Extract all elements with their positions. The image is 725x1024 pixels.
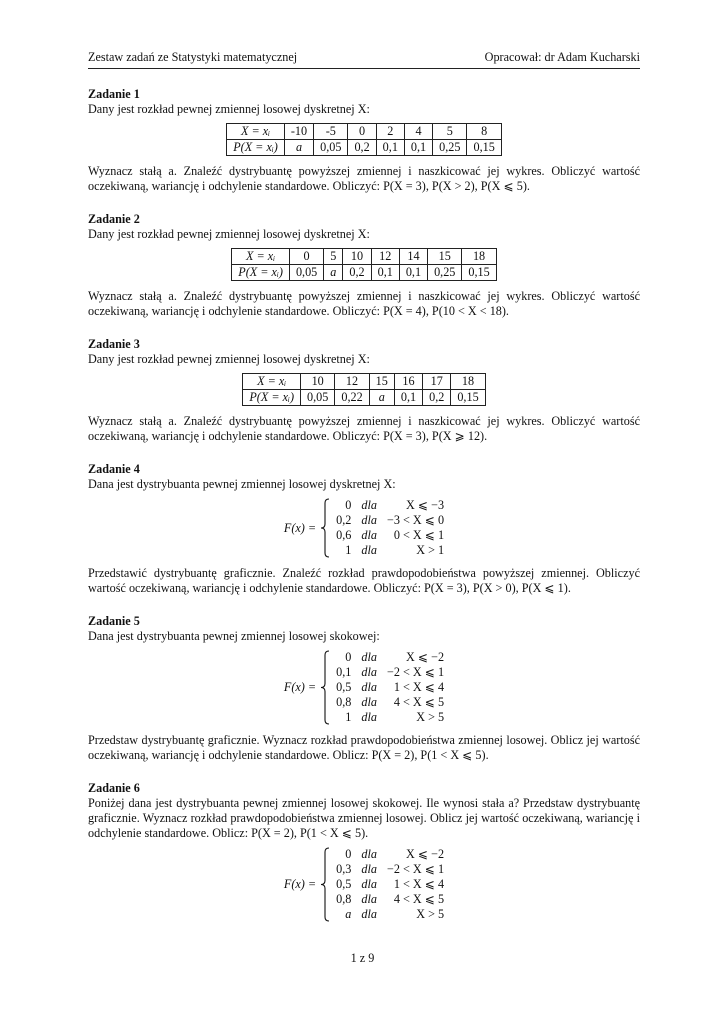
left-brace-icon [320,847,330,922]
table-cell: 0,05 [301,390,335,406]
cdf-value: 0,6 [336,528,352,542]
cdf-value: 0 [345,498,352,512]
cdf-condition: 4 < X ⩽ 5 [393,695,445,709]
task-text: Wyznacz stałą a. Znaleźć dystrybuantę powyższej zmiennej i naszkicować jej wykres. Obliczyć wartość oczekiwaną, wariancję i odchylenie standardowe. Obliczyć: P(X = 3), P(X ⩾ 12). [88,414,640,443]
row-label-x: X = xᵢ [227,124,285,140]
table-cell: 0,1 [371,265,399,281]
task-text: Przedstaw dystrybuantę graficznie. Wyznacz rozkład prawdopodobieństwa zmiennej losowej. Oblicz jej wartość oczekiwaną, wariancję i odchylenie standardowe. Oblicz: P(X = 2), P(1 < X ⩽ 5). [88,733,640,762]
table-cell: 12 [371,249,399,265]
table-cell: -10 [284,124,313,140]
table-row [232,265,496,281]
task-intro: Dana jest dystrybuanta pewnej zmiennej losowej dyskretnej X: [88,477,396,491]
task-text: Wyznacz stałą a. Znaleźć dystrybuantę powyższej zmiennej i naszkicować jej wykres. Obliczyć wartość oczekiwaną, wariancję i odchylenie standardowe. Obliczyć: P(X = 3), P(X > 2), P(X ⩽ 5). [88,164,640,193]
table-cell: 0,15 [462,265,496,281]
cdf-value: 1 [345,543,352,557]
row-label-p: P(X = xᵢ) [227,140,285,156]
task-6 [88,781,640,922]
page-header [88,50,640,69]
cdf-formula [88,847,640,922]
cdf-dla: dla [361,907,377,921]
table-cell: 18 [451,374,485,390]
cdf-formula [88,498,640,558]
table-cell: 0,15 [451,390,485,406]
table-cell: 0,25 [433,140,467,156]
table-cell: 0,1 [404,140,432,156]
task-title: Zadanie 3 [88,337,140,351]
cdf-dla: dla [361,877,377,891]
table-row [243,374,485,390]
table-row [243,390,485,406]
table-cell: 0,25 [428,265,462,281]
table-cell: 18 [462,249,496,265]
task-intro: Dana jest dystrybuanta pewnej zmiennej losowej skokowej: [88,629,380,643]
table-cell: 0,05 [289,265,323,281]
cdf-value: 0,3 [336,862,352,876]
task-title: Zadanie 5 [88,614,140,628]
table-cell: 15 [428,249,462,265]
cdf-dla: dla [361,650,377,664]
header-right: Opracował: dr Adam Kucharski [484,50,640,64]
table-cell: 0,1 [376,140,404,156]
cdf-value: 0 [345,650,352,664]
cdf-dla: dla [361,665,377,679]
task-3 [88,337,640,444]
table-cell: a [284,140,313,156]
table-cell: 17 [423,374,451,390]
cdf-condition: 1 < X ⩽ 4 [393,877,445,891]
cdf-cases [336,847,444,922]
task-2 [88,212,640,319]
row-label-p: P(X = xᵢ) [232,265,290,281]
cdf-dla: dla [361,680,377,694]
cdf-value: 1 [345,710,352,724]
table-cell: 0 [289,249,323,265]
task-intro: Poniżej dana jest dystrybuanta pewnej zmiennej losowej skokowej. Ile wynosi stała a? Przedstaw dystrybuantę graficznie. Wyznacz rozkład prawdopodobieństwa zmiennej losowej. Oblicz jej wartość oczekiwaną, wariancję i odchylenie standardowe. Oblicz: P(X = 2), P(1 < X ⩽ 5). [88,796,640,840]
table-cell: 0,2 [343,265,371,281]
table-cell: 10 [301,374,335,390]
cdf-dla: dla [361,892,377,906]
task-1 [88,87,640,194]
cdf-dla: dla [361,528,377,542]
cdf-dla: dla [361,862,377,876]
header-left: Zestaw zadań ze Statystyki matematycznej [88,50,298,64]
cdf-value: 0,8 [336,892,352,906]
cdf-value: a [345,907,352,921]
table-cell: 0,2 [348,140,376,156]
cdf-condition: X ⩽ −3 [406,498,445,512]
task-intro: Dany jest rozkład pewnej zmiennej losowej dyskretnej X: [88,102,370,116]
task-text: Przedstawić dystrybuantę graficznie. Znaleźć rozkład prawdopodobieństwa powyższej zmiennej. Obliczyć wartość oczekiwaną, wariancję i odchylenie standardowe. Obliczyć: P(X = 3), P(X > 0), P(X ⩽ 1). [88,566,640,595]
cdf-cases [336,650,444,725]
left-brace-icon [320,650,330,725]
cdf-dla: dla [361,513,377,527]
table-cell: 12 [335,374,369,390]
table-row [227,124,502,140]
cdf-cases [336,498,444,558]
table-cell: 4 [404,124,432,140]
table-cell: 0,2 [423,390,451,406]
table-cell: 5 [433,124,467,140]
task-intro: Dany jest rozkład pewnej zmiennej losowej dyskretnej X: [88,352,370,366]
cdf-value: 0,5 [336,877,352,891]
cdf-value: 0,8 [336,695,352,709]
cdf-condition: X > 5 [416,907,445,921]
cdf-dla: dla [361,710,377,724]
task-title: Zadanie 1 [88,87,140,101]
table-cell: 0,1 [399,265,427,281]
table-cell: 10 [343,249,371,265]
cdf-dla: dla [361,847,377,861]
row-label-x: X = xᵢ [243,374,301,390]
left-brace-icon [320,498,330,558]
cdf-lhs: F(x) = [283,877,317,891]
task-text: Wyznacz stałą a. Znaleźć dystrybuantę powyższej zmiennej i naszkicować jej wykres. Obliczyć wartość oczekiwaną, wariancję i odchylenie standardowe. Obliczyć: P(X = 4), P(10 < X < 18). [88,289,640,318]
cdf-condition: X > 5 [416,710,445,724]
table-cell: 0,05 [314,140,348,156]
table-cell: -5 [314,124,348,140]
cdf-formula [88,650,640,725]
cdf-value: 0,5 [336,680,352,694]
table-row [232,249,496,265]
cdf-condition: X ⩽ −2 [406,847,445,861]
cdf-value: 0,1 [336,665,352,679]
table-cell: 8 [467,124,501,140]
cdf-condition: −2 < X ⩽ 1 [386,862,445,876]
row-label-p: P(X = xᵢ) [243,390,301,406]
row-label-x: X = xᵢ [232,249,290,265]
cdf-dla: dla [361,695,377,709]
cdf-lhs: F(x) = [283,520,317,535]
cdf-value: 0 [345,847,352,861]
cdf-value: 0,2 [336,513,352,527]
task-list [88,87,640,922]
cdf-condition: X ⩽ −2 [406,650,445,664]
table-row [227,140,502,156]
table-cell: 0 [348,124,376,140]
table-cell: 2 [376,124,404,140]
table-cell: 0,22 [335,390,369,406]
document-page [88,50,640,930]
task-title: Zadanie 2 [88,212,140,226]
cdf-dla: dla [361,543,377,557]
cdf-condition: X > 1 [416,543,445,557]
distribution-table [231,248,496,281]
table-cell: a [324,265,343,281]
cdf-lhs: F(x) = [283,680,317,694]
task-title: Zadanie 4 [88,462,140,476]
table-cell: 16 [394,374,422,390]
task-title: Zadanie 6 [88,781,140,795]
cdf-condition: −3 < X ⩽ 0 [386,513,445,527]
table-cell: 0,1 [394,390,422,406]
cdf-condition: 1 < X ⩽ 4 [393,680,445,694]
distribution-table [226,123,502,156]
task-intro: Dany jest rozkład pewnej zmiennej losowej dyskretnej X: [88,227,370,241]
task-5 [88,614,640,763]
task-4 [88,462,640,596]
table-cell: a [369,390,394,406]
cdf-condition: 4 < X ⩽ 5 [393,892,445,906]
cdf-condition: −2 < X ⩽ 1 [386,665,445,679]
table-cell: 14 [399,249,427,265]
distribution-table [242,373,485,406]
table-cell: 15 [369,374,394,390]
table-cell: 5 [324,249,343,265]
cdf-dla: dla [361,498,377,512]
page-number: 1 z 9 [350,951,375,965]
table-cell: 0,15 [467,140,501,156]
cdf-condition: 0 < X ⩽ 1 [393,528,445,542]
